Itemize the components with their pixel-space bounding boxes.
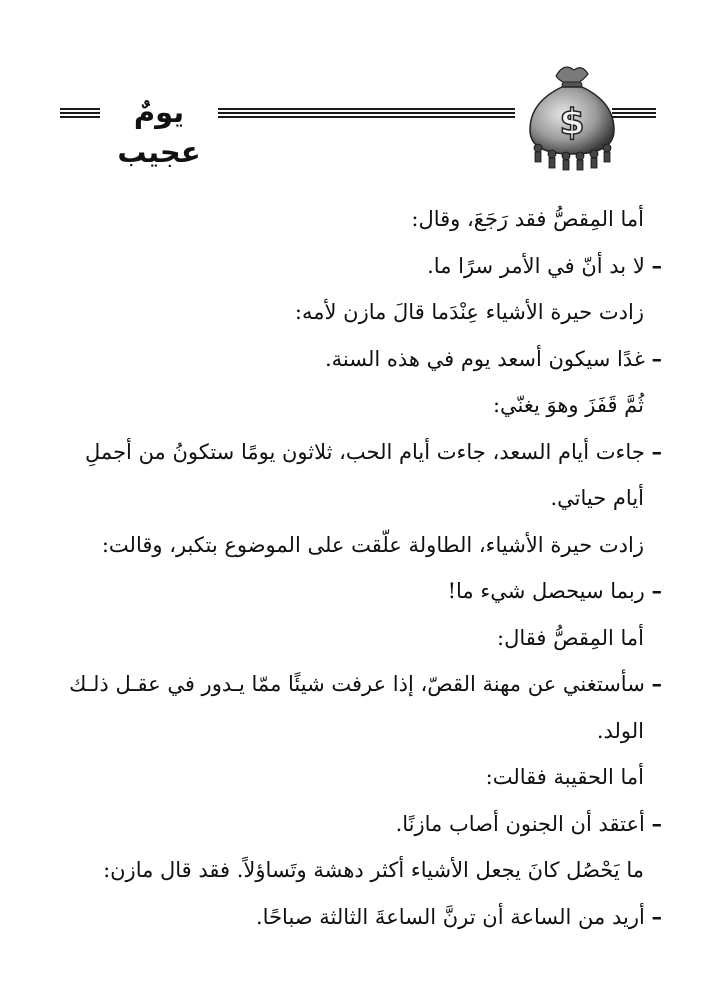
header-rule-middle: [218, 108, 515, 118]
dialogue-line: – غدًا سيكون أسعد يوم في هذه السنة.: [324, 345, 662, 371]
dialogue-line: – أعتقد أن الجنون أصاب مازنًا.: [395, 810, 662, 836]
continuation-line: أيام حياتي.: [550, 486, 644, 510]
dialogue-line: – أريد من الساعة أن ترنَّ الساعةَ الثالثة صباحًا.: [256, 903, 662, 929]
dialogue-line: – ربما سيحصل شيء ما!: [447, 578, 662, 603]
narration-line: زادت حيرة الأشياء، الطاولة علّقت على الموضوع بتكبر، وقالت:: [101, 532, 644, 557]
header-rule-left: [60, 108, 100, 118]
chapter-title: يومٌ عجيب: [117, 95, 201, 169]
narration-line: زادت حيرة الأشياء عِنْدَما قالَ مازن لأمه:: [294, 300, 644, 324]
narration-line: أما المِقصُّ فقال:: [497, 625, 644, 650]
narration-line: أما المِقصُّ فقد رَجَعَ، وقال:: [411, 207, 644, 231]
narration-line: أما الحقيبة فقالت:: [485, 765, 644, 789]
dialogue-line: – سأستغني عن مهنة القصّ، إذا عرفت شيئًا ممّا يـدور في عقـل ذلـك: [69, 671, 662, 696]
story-text: [52, 196, 662, 940]
narration-line: ثُمَّ قَفَزَ وهوَ يغنّي:: [492, 393, 644, 417]
svg-text:$: $: [559, 102, 585, 143]
dialogue-line: – لا بد أنّ في الأمر سرًا ما.: [427, 252, 662, 278]
dialogue-line: – جاءت أيام السعد، جاءت أيام الحب، ثلاثون يومًا ستكونُ من أجملِ: [85, 438, 662, 464]
money-bag-icon: [522, 62, 622, 172]
narration-line: ما يَحْصُل كانَ يجعل الأشياء أكثر دهشة وتَساؤلاً. فقد قال مازن:: [103, 858, 644, 882]
continuation-line: الولد.: [596, 718, 644, 743]
page-header: [0, 0, 720, 180]
